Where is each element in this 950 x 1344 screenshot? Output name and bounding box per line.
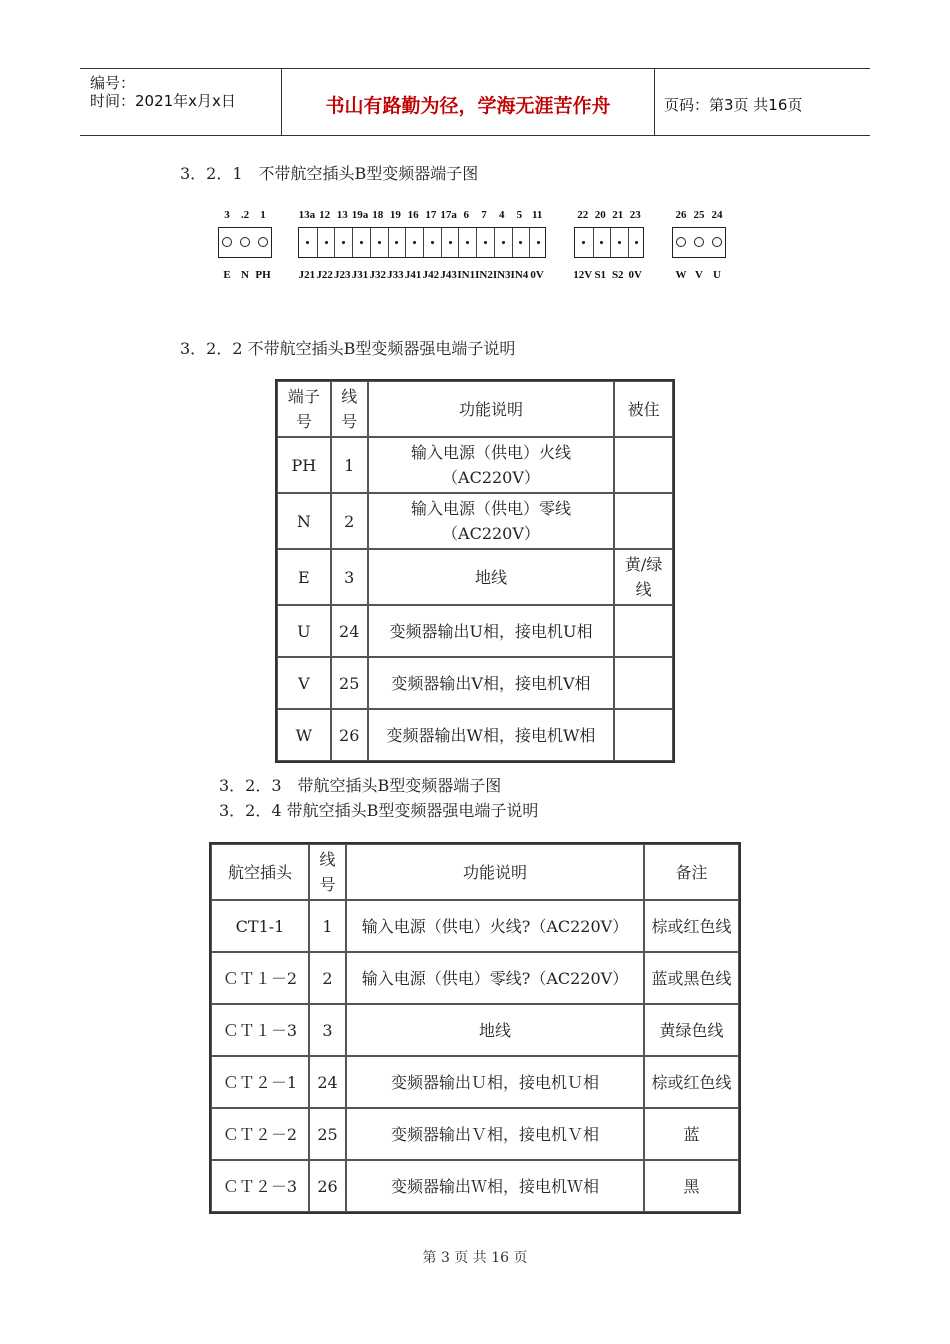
table-cell	[614, 437, 673, 493]
terminal-pin	[413, 241, 416, 244]
table-cell: 地线	[346, 1004, 644, 1056]
table-cell: ＣＴ１－3	[211, 1004, 309, 1056]
table-cell: ＣＴ１－2	[211, 952, 309, 1004]
terminal-slot	[512, 228, 530, 257]
table-cell: CT1-1	[211, 900, 309, 952]
table-row	[277, 493, 673, 549]
terminal-pin	[395, 241, 398, 244]
aviation-plug-spec-table	[209, 842, 741, 1214]
header-top-rule	[80, 68, 870, 69]
table-header-row	[211, 844, 739, 900]
terminal-slot	[628, 228, 646, 257]
terminal-number: 23	[629, 209, 641, 221]
terminal-pin	[449, 241, 452, 244]
terminal-number: 5	[516, 209, 523, 221]
column-header: 线号	[309, 844, 346, 900]
doc-time-label: 时间：2021年x月x日	[90, 92, 236, 110]
terminal-slot	[575, 228, 593, 257]
terminal-label: J42	[422, 269, 440, 281]
terminal-slot	[370, 228, 388, 257]
terminal-pin	[537, 241, 540, 244]
table-cell: 输入电源（供电）火线（AC220V）	[368, 437, 615, 493]
table-cell: W	[277, 709, 331, 761]
terminal-number: 7	[481, 209, 487, 221]
terminal-label: J21	[298, 269, 316, 281]
table-row	[277, 549, 673, 605]
terminal-slot	[388, 228, 406, 257]
table-cell: 输入电源（供电）零线（AC220V）	[368, 493, 615, 549]
column-header: 被住	[614, 381, 673, 437]
terminal-number: 6	[463, 209, 470, 221]
terminal-number: 12	[319, 209, 331, 221]
column-header: 端子号	[277, 381, 331, 437]
table-cell: ＣＴ２－3	[211, 1160, 309, 1212]
terminal-slot	[352, 228, 370, 257]
terminal-label: IN4	[510, 269, 529, 281]
terminal-slot	[317, 228, 335, 257]
terminal-pin	[635, 241, 638, 244]
section-heading: 3．2．4 带航空插头B型变频器强电端子说明	[219, 801, 539, 820]
table-cell: 输入电源（供电）火线?（AC220V）	[346, 900, 644, 952]
terminal-number: 16	[407, 209, 419, 221]
terminal-pin	[378, 241, 381, 244]
terminal-screw	[258, 237, 268, 247]
terminal-number: 1	[260, 209, 266, 221]
terminal-label: S1	[594, 269, 607, 281]
terminal-number: 3	[224, 209, 230, 221]
terminal-pin	[618, 241, 621, 244]
table-cell: ＣＴ２－1	[211, 1056, 309, 1108]
terminal-slot	[610, 228, 628, 257]
terminal-screw	[694, 237, 704, 247]
terminal-strip	[298, 227, 546, 258]
terminal-strip	[672, 227, 726, 258]
terminal-pin	[360, 241, 363, 244]
column-header: 功能说明	[346, 844, 644, 900]
table-cell: 2	[331, 493, 368, 549]
doc-code-label: 编号：	[90, 74, 136, 92]
terminal-label: E	[223, 269, 231, 281]
terminal-label: J33	[387, 269, 404, 281]
table-cell: 变频器输出W相，接电机W相	[368, 709, 615, 761]
table-cell: 蓝或黑色线	[644, 952, 739, 1004]
page-indicator: 页码：第3页 共16页	[664, 96, 803, 114]
terminal-screw	[676, 237, 686, 247]
table-cell: 变频器输出Ｕ相，接电机Ｕ相	[346, 1056, 644, 1108]
terminal-label: J43	[440, 269, 457, 281]
terminal-label: J23	[334, 269, 351, 281]
terminal-pin	[325, 241, 328, 244]
table-cell: 黑	[644, 1160, 739, 1212]
terminal-number: 19a	[351, 209, 369, 221]
table-cell	[614, 605, 673, 657]
table-cell: 1	[331, 437, 368, 493]
table-row	[211, 900, 739, 952]
section-heading: 3．2．1 不带航空插头B型变频器端子图	[180, 164, 479, 183]
terminal-slot	[299, 228, 317, 257]
table-cell: 26	[331, 709, 368, 761]
terminal-slot	[476, 228, 494, 257]
table-cell	[614, 657, 673, 709]
table-row	[277, 657, 673, 709]
terminal-number: 24	[711, 209, 723, 221]
table-cell: 3	[331, 549, 368, 605]
terminal-label: J41	[404, 269, 422, 281]
table-cell: ＣＴ２－2	[211, 1108, 309, 1160]
terminal-label: 0V	[628, 269, 642, 281]
terminal-pin	[342, 241, 345, 244]
terminal-spec-table	[275, 379, 675, 763]
terminal-number: 21	[612, 209, 624, 221]
table-row	[211, 1004, 739, 1056]
table-row	[277, 437, 673, 493]
terminal-label: IN2	[475, 269, 493, 281]
header-bottom-rule	[80, 135, 870, 136]
table-cell: 26	[309, 1160, 346, 1212]
table-cell	[614, 709, 673, 761]
header-divider	[654, 68, 655, 136]
table-cell	[614, 493, 673, 549]
terminal-slot	[441, 228, 459, 257]
terminal-pin	[519, 241, 522, 244]
table-cell: N	[277, 493, 331, 549]
terminal-number: 22	[577, 209, 589, 221]
table-cell: 黄绿色线	[644, 1004, 739, 1056]
terminal-pin	[582, 241, 585, 244]
terminal-label: S2	[611, 269, 624, 281]
terminal-pin	[600, 241, 603, 244]
table-cell: PH	[277, 437, 331, 493]
terminal-label: IN1	[457, 269, 476, 281]
terminal-slot	[494, 228, 512, 257]
terminal-label: 12V	[573, 269, 593, 281]
terminal-label: J22	[316, 269, 333, 281]
terminal-pin	[484, 241, 487, 244]
terminal-slot	[423, 228, 441, 257]
table-row	[277, 709, 673, 761]
table-cell: 3	[309, 1004, 346, 1056]
table-cell: 变频器输出V相，接电机V相	[368, 657, 615, 709]
terminal-label: 0V	[530, 269, 544, 281]
terminal-screw	[240, 237, 250, 247]
table-cell: 变频器输出Ｖ相，接电机Ｖ相	[346, 1108, 644, 1160]
column-header: 航空插头	[211, 844, 309, 900]
terminal-slot	[458, 228, 476, 257]
section-heading: 3．2．3 带航空插头B型变频器端子图	[219, 776, 502, 795]
section-heading: 3．2．2 不带航空插头B型变频器强电端子说明	[180, 339, 516, 358]
table-cell: 棕或红色线	[644, 1056, 739, 1108]
table-header-row	[277, 381, 673, 437]
table-row	[211, 1108, 739, 1160]
table-cell: 输入电源（供电）零线?（AC220V）	[346, 952, 644, 1004]
table-cell: V	[277, 657, 331, 709]
terminal-number: 11	[531, 209, 543, 221]
table-cell: 25	[309, 1108, 346, 1160]
terminal-slot	[334, 228, 352, 257]
table-cell: 蓝	[644, 1108, 739, 1160]
terminal-diagram	[210, 205, 730, 285]
terminal-slot	[529, 228, 547, 257]
table-cell: 黄/绿线	[614, 549, 673, 605]
column-header: 功能说明	[368, 381, 615, 437]
terminal-pin	[431, 241, 434, 244]
terminal-number: 20	[594, 209, 606, 221]
terminal-number: .2	[240, 209, 250, 221]
terminal-pin	[306, 241, 309, 244]
page-footer: 第 3 页 共 16 页	[422, 1250, 528, 1266]
terminal-label: U	[713, 269, 721, 281]
terminal-screw	[222, 237, 232, 247]
column-header: 线号	[331, 381, 368, 437]
terminal-number: 19	[389, 209, 401, 221]
table-cell: 变频器输出Ｗ相，接电机Ｗ相	[346, 1160, 644, 1212]
terminal-label: J32	[369, 269, 386, 281]
table-cell: 2	[309, 952, 346, 1004]
terminal-slot	[405, 228, 423, 257]
terminal-number: 13a	[298, 209, 316, 221]
terminal-pin	[502, 241, 505, 244]
terminal-number: 18	[372, 209, 384, 221]
terminal-number: 25	[693, 209, 705, 221]
terminal-number: 4	[498, 209, 505, 221]
terminal-slot	[593, 228, 611, 257]
terminal-label: J31	[351, 269, 369, 281]
table-cell: E	[277, 549, 331, 605]
terminal-screw	[712, 237, 722, 247]
column-header: 备注	[644, 844, 739, 900]
terminal-number: 13	[336, 209, 348, 221]
table-cell: 变频器输出U相，接电机U相	[368, 605, 615, 657]
terminal-number: 26	[675, 209, 687, 221]
table-row	[277, 605, 673, 657]
table-row	[211, 952, 739, 1004]
terminal-strip	[218, 227, 272, 258]
table-cell: 24	[309, 1056, 346, 1108]
table-row	[211, 1056, 739, 1108]
table-cell: 棕或红色线	[644, 900, 739, 952]
terminal-pin	[466, 241, 469, 244]
table-cell: 25	[331, 657, 368, 709]
terminal-label: W	[675, 269, 687, 281]
terminal-strip	[574, 227, 644, 258]
terminal-label: N	[241, 269, 249, 281]
terminal-label: IN3	[492, 269, 511, 281]
header-motto: 书山有路勤为径，学海无涯苦作舟	[325, 95, 611, 117]
table-cell: 1	[309, 900, 346, 952]
table-row	[211, 1160, 739, 1212]
table-cell: 地线	[368, 549, 615, 605]
table-cell: U	[277, 605, 331, 657]
terminal-label: V	[695, 269, 703, 281]
terminal-number: 17	[425, 209, 437, 221]
terminal-number: 17a	[440, 209, 457, 221]
terminal-label: PH	[255, 269, 271, 281]
table-cell: 24	[331, 605, 368, 657]
